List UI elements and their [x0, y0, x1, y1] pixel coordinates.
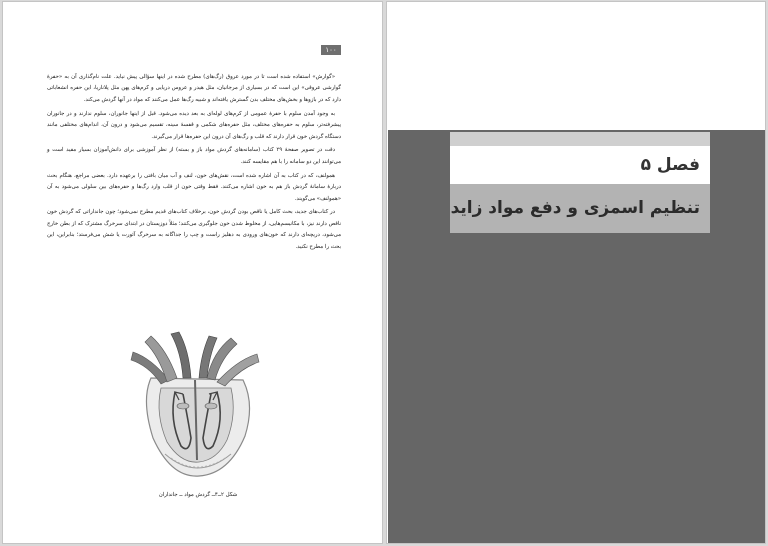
paragraph: در کتاب‌های جدید، بحث کامل یا ناقص بودن گردش خون، برخلاف کتاب‌های قدیم مطرح نمی‌شود؛ چون جانداراتی که گردش خون ناقص دارند نیز، با مکانیسم‌هایی، از مخلوط شدن خون جلوگیری می‌کنند؛ مثلاً دوزیستان در ابتدای سرخرگ مشترک که از بطن خارج می‌شود، دریچه‌ای دارند که خون‌های ورودی به دهلیز راست و چپ را جداگانه به سرخرگ آئورت یا شش می‌فرستد؛ بنابراین، این بحث را مطرح نکنید. — [47, 209, 341, 250]
chapter-heading — [450, 132, 710, 233]
heart-circulation-illustration — [121, 330, 271, 482]
chapter-top-band — [450, 132, 710, 146]
right-page — [386, 1, 766, 544]
paragraph: به وجود آمدن سلوم با حفرهٔ عمومی از کرم‌های لوله‌ای به بعد دیده می‌شود. قبل از اینها جانوران، سلوم ندارند و در جانوران پیشرفته‌تر، سلوم به حفره‌های مختلف، مثل حفره‌های شکمی و قفسهٔ سینه، تقسیم می‌شود و درون آن، اندام‌های مختلفی مانند دستگاه گردش خون قرار دارند که قلب و رگ‌های آن درون این حفره‌ها قرار می‌گیرند. — [47, 110, 341, 140]
paragraph: همولنف، که در کتاب به آن اشاره شده است، نقش‌های خون، لنف و آب میان بافتی را برعهده دارد. بعضی مراجع، هنگام بحث دربارهٔ سامانهٔ گردش باز هم به خون اشاره می‌کنند. فقط وقتی خون از قلب وارد رگ‌ها و حفره‌های بین سلولی می‌شود به آن «همولنف» می‌گویند. — [47, 172, 341, 202]
left-page — [2, 1, 383, 544]
paragraph: دقت در تصویر صفحهٔ ۲۹ کتاب (سامانه‌های گردش مواد باز و بسته) از نظر آموزشی برای دانش‌آموزان بسیار مفید است و می‌توانند این دو سامانه را با هم مقایسه کنند. — [47, 147, 341, 165]
chapter-title: تنظیم اسمزی و دفع مواد زاید — [450, 184, 710, 233]
page-number: ۱۰۰ — [321, 45, 341, 55]
chapter-label: فصل ۵ — [450, 146, 710, 184]
figure-caption: شکل ۲ــ۴ــ گردش مواد ــ جانداران — [158, 492, 238, 498]
paragraph: «گوارش» استفاده شده است تا در مورد عروق (رگ‌های) مطرح شده در اینها سؤالی پیش نیاید. علت نام‌گذاری آن به «حفرهٔ گوارشی عروقی» این است که در بسیاری از مرجانیان، مثل هیدر و عروس دریایی و کرم‌های پهن مثل پلاناریا، این حفره انشعاباتی دارد که در بازوها و بخش‌های مختلف بدن گسترش یافته‌اند و شبیه رگ‌ها عمل می‌کنند که مواد در آنها گردش می‌کند. — [47, 74, 341, 103]
body-text — [47, 72, 341, 256]
